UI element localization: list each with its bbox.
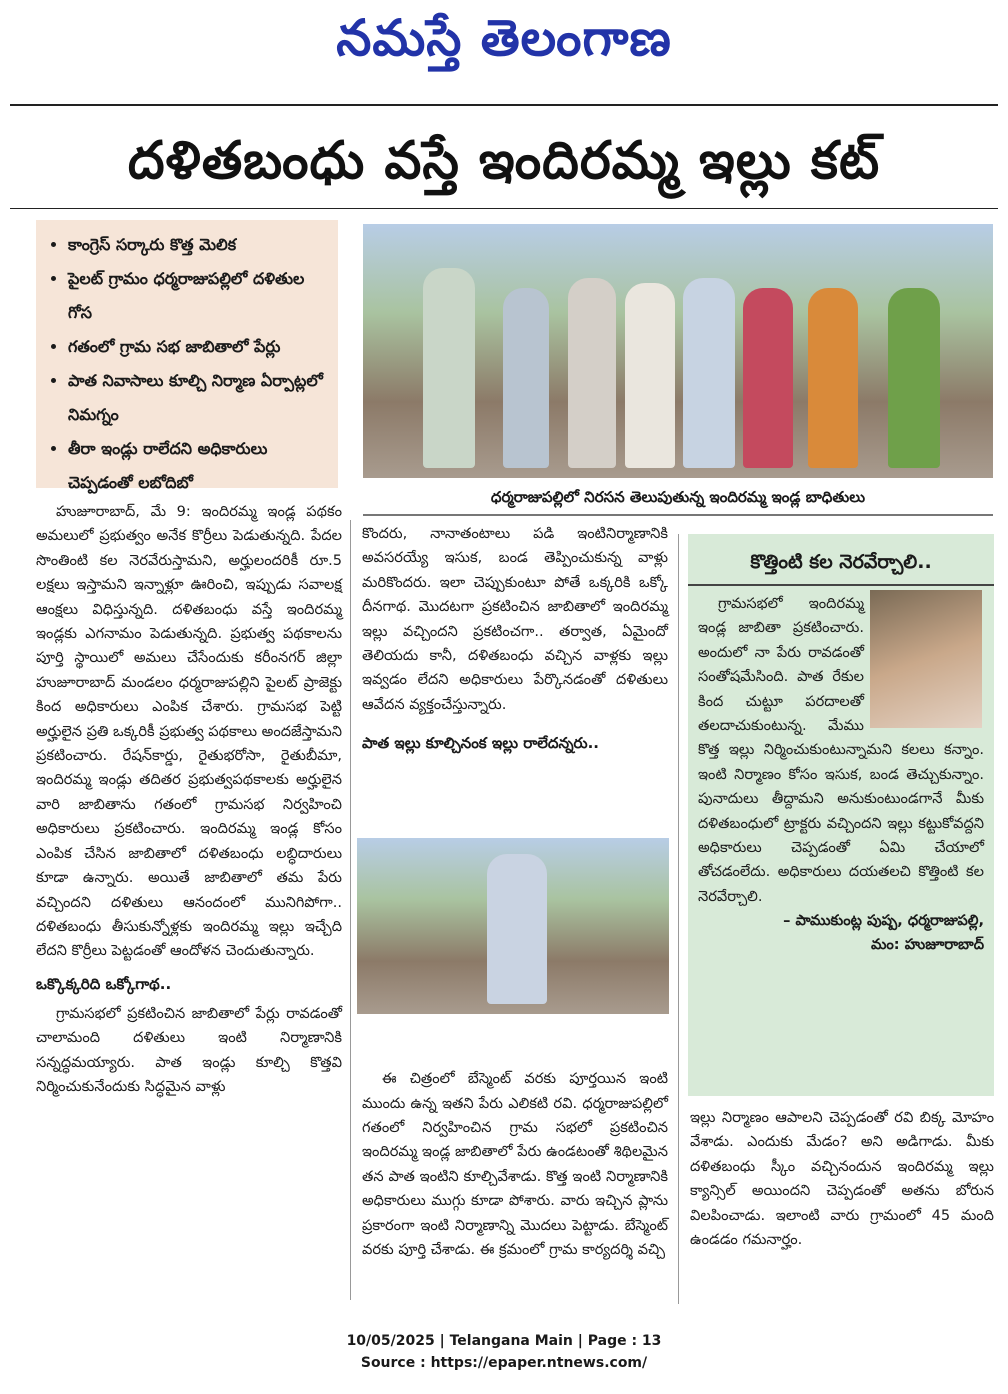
footer-date-page: 10/05/2025 | Telangana Main | Page : 13 — [346, 1333, 662, 1349]
article-column-3 — [690, 1106, 994, 1310]
highlight-item: • గతంలో గ్రామ సభ జాబితాలో పేర్లు — [68, 330, 330, 364]
article-paragraph: ఈ చిత్రంలో బేస్మెంట్ వరకు పూర్తయిన ఇంటి ముందు ఉన్న ఇతని పేరు ఎలికటి రవి. ధర్మరాజుపల్లిలో గతంలో నిర్వహించిన గ్రామ సభలో ప్రకటించిన ఇందిరమ్మ ఇండ్ల జాబితాలో పేరు ఉండటంతో శిథిలమైన తన పాత ఇంటిని కూల్చివేశాడు. కొత్త ఇంటి నిర్మాణానికి అధికారులు ముగ్గు కూడా పోశారు. వారు ఇచ్చిన ప్లాను ప్రకారంగా ఇంటి నిర్మాణాన్ని మొదలు పెట్టాడు. బేస్మెంట్ వరకు పూర్తి చేశాడు. ఈ క్రమంలో గ్రామ కార్యదర్శి వచ్చి — [362, 1070, 668, 1259]
masthead: నమస్తే తెలంగాణ — [336, 8, 672, 67]
highlight-item: • కాంగ్రెస్ సర్కారు కొత్త మెలిక — [68, 228, 330, 262]
protest-photo — [363, 224, 993, 478]
highlight-item: • పాత నివాసాలు కూల్చి నిర్మాణ ఏర్పాట్లలో నిమగ్నం — [68, 364, 330, 432]
highlight-item: • పైలట్ గ్రామం ధర్మరాజుపల్లిలో దళితుల గోస — [68, 262, 330, 330]
article-paragraph: కొందరు, నానాతంటాలు పడి ఇంటినిర్మాణానికి అవసరయ్యే ఇసుక, బండ తెప్పించుకున్న వాళ్లు మరికొందరు. ఇలా చెప్పుకుంటూ పోతే ఒక్కరికి ఒక్కో దీనగాథ. మొదటగా ప్రకటించిన జాబితాలో ఇందిరమ్మ ఇల్లు వచ్చిందని ప్రకటించగా.. తర్వాత, ఏమైందో తెలియదు కానీ, దళితబంధు వచ్చిన వాళ్లకు ఇల్లు ఇవ్వడం లేదని అధికారులు పేర్కొనడంతో దళితులు ఆవేదన వ్యక్తంచేస్తున్నారు. — [362, 525, 668, 713]
article-column-1 — [36, 500, 342, 1308]
sidebar-box — [688, 534, 994, 1096]
highlights-box — [36, 220, 338, 492]
article-paragraph: గ్రామసభలో ప్రకటించిన జాబితాలో పేర్లు రావడంతో చాలామంది దళితులు ఇంటి నిర్మాణానికి సన్నద్ధమయ్యారు. పాత ఇండ్లు కూల్చి కొత్తవి నిర్మించుకునేందుకు సిద్ధమైన వాళ్లు — [36, 1004, 342, 1095]
man-photo — [357, 838, 669, 1014]
photo-caption: ధర్మరాజుపల్లిలో నిరసన తెలుపుతున్న ఇందిరమ్మ ఇండ్ల బాధితులు — [363, 480, 993, 516]
sidebar-signature: – పాముకుంట్ల పుష్ప, ధర్మరాజుపల్లి, — [783, 912, 984, 930]
footer — [0, 1330, 1008, 1374]
article-paragraph: ఇల్లు నిర్మాణం ఆపాలని చెప్పడంతో రవి బిక్క మోహం వేశాడు. ఎందుకు మేడం? అని అడిగాడు. మీకు దళితబంధు స్కీం వచ్చినందున ఇందిరమ్మ ఇల్లు క్యాన్సిల్ అయిందని చెప్పడంతో అతను బోరున విలపించాడు. ఇలాంటి వారు గ్రామంలో 45 మంది ఉండడం గమనార్హం. — [690, 1109, 994, 1249]
child-photo — [870, 590, 982, 728]
article-paragraph: హుజూరాబాద్, మే 9: ఇందిరమ్మ ఇండ్ల పథకం అమలులో ప్రభుత్వం అనేక కొర్రీలు పెడుతున్నది. పేదల సొంతింటి కల నెరవేరుస్తామని, అర్హులందరికీ రూ.5 లక్షలు ఇస్తామని ఇన్నాళ్లూ ఊరించి, ఇప్పుడు సవాలక్ష ఆంక్షలు విధిస్తున్నది. దళితబంధు వస్తే ఇందిరమ్మ ఇండ్లకు ఎగనామం పెడుతున్నది. ప్రభుత్వ పథకాలను పూర్తి స్థాయిలో అమలు చేసేందుకు కరీంనగర్ జిల్లా హుజూరాబాద్ మండలం ధర్మరాజుపల్లిని పైలట్ ప్రాజెక్టు కింద అధికారులు ఎంపిక చేశారు. గ్రామసభ పెట్టి అర్హులైన ప్రతి ఒక్కరికీ ప్రభుత్వ పథకాలు అందజేస్తామని ప్రకటించారు. రేషన్‌కార్డు, రైతుభరోసా, రైతుబీమా, ఇందిరమ్మ ఇండ్లు తదితర ప్రభుత్వపథకాలకు అర్హులైన వారి జాబితాను గతంలో గ్రామసభ నిర్వహించి అధికారులు ప్రకటించారు. ఇందిరమ్మ ఇండ్ల కోసం ఎంపిక చేసిన జాబితాలో దళితబంధు లబ్ధిదారులు కూడా ఉన్నారు. అయితే జాబితాలో తమ పేరు వచ్చిందని దళితులు ఆనందంలో మునిగిపోగా.. దళితబంధు తీసుకున్నోళ్లకు ఇందిరమ్మ ఇల్లు ఇచ్చేది లేదని కొర్రీలు పెట్టడంతో ఆందోళన చెందుతున్నారు. — [36, 503, 342, 960]
subheading: పాత ఇల్లు కూల్చినంక ఇల్లు రాలేదన్నరు.. — [362, 734, 599, 753]
headline-rule — [10, 208, 998, 209]
sidebar-signature: మం: హుజూరాబాద్ — [870, 936, 984, 954]
highlight-item: • తీరా ఇండ్లు రాలేదని అధికారులు చెప్పడంతో లబోదిబో — [68, 432, 330, 500]
subheading: ఒక్కొక్కరిది ఒక్కోగాథ.. — [36, 974, 172, 993]
masthead-rule — [10, 104, 998, 106]
sidebar-paragraph: గ్రామసభలో ఇందిరమ్మ ఇండ్ల జాబితా ప్రకటించారు. అందులో నా పేరు రావడంతో సంతోషమేసింది. పాత రేకుల కింద చుట్టూ పరదాలతో తలదాచుకుంటున్న. మేము కొత్త ఇల్లు నిర్మించుకుంటున్నామని కలలు కన్నాం. ఇంటి నిర్మాణం కోసం ఇసుక, బండ తెచ్చుకున్నాం. పునాదులు తీద్దామని అనుకుంటుండగానే మీకు దళితబంధులో ట్రాక్టరు వచ్చిందని ఇల్లు కట్టుకోవద్దని అధికారులు చెప్పడంతో ఏమి చేయాలో తోచడంలేదు. అధికారులు దయతలచి కొత్తింటి కల నెరవేర్చాలి. — [698, 595, 984, 905]
column-divider — [350, 520, 351, 1300]
headline: దళితబంధు వస్తే ఇందిరమ్మ ఇల్లు కట్ — [127, 131, 881, 191]
column-divider — [678, 534, 679, 1304]
footer-source: Source : https://epaper.ntnews.com/ — [360, 1355, 648, 1371]
sidebar-title: కొత్తింటి కల నెరవేర్చాలి.. — [688, 540, 994, 586]
